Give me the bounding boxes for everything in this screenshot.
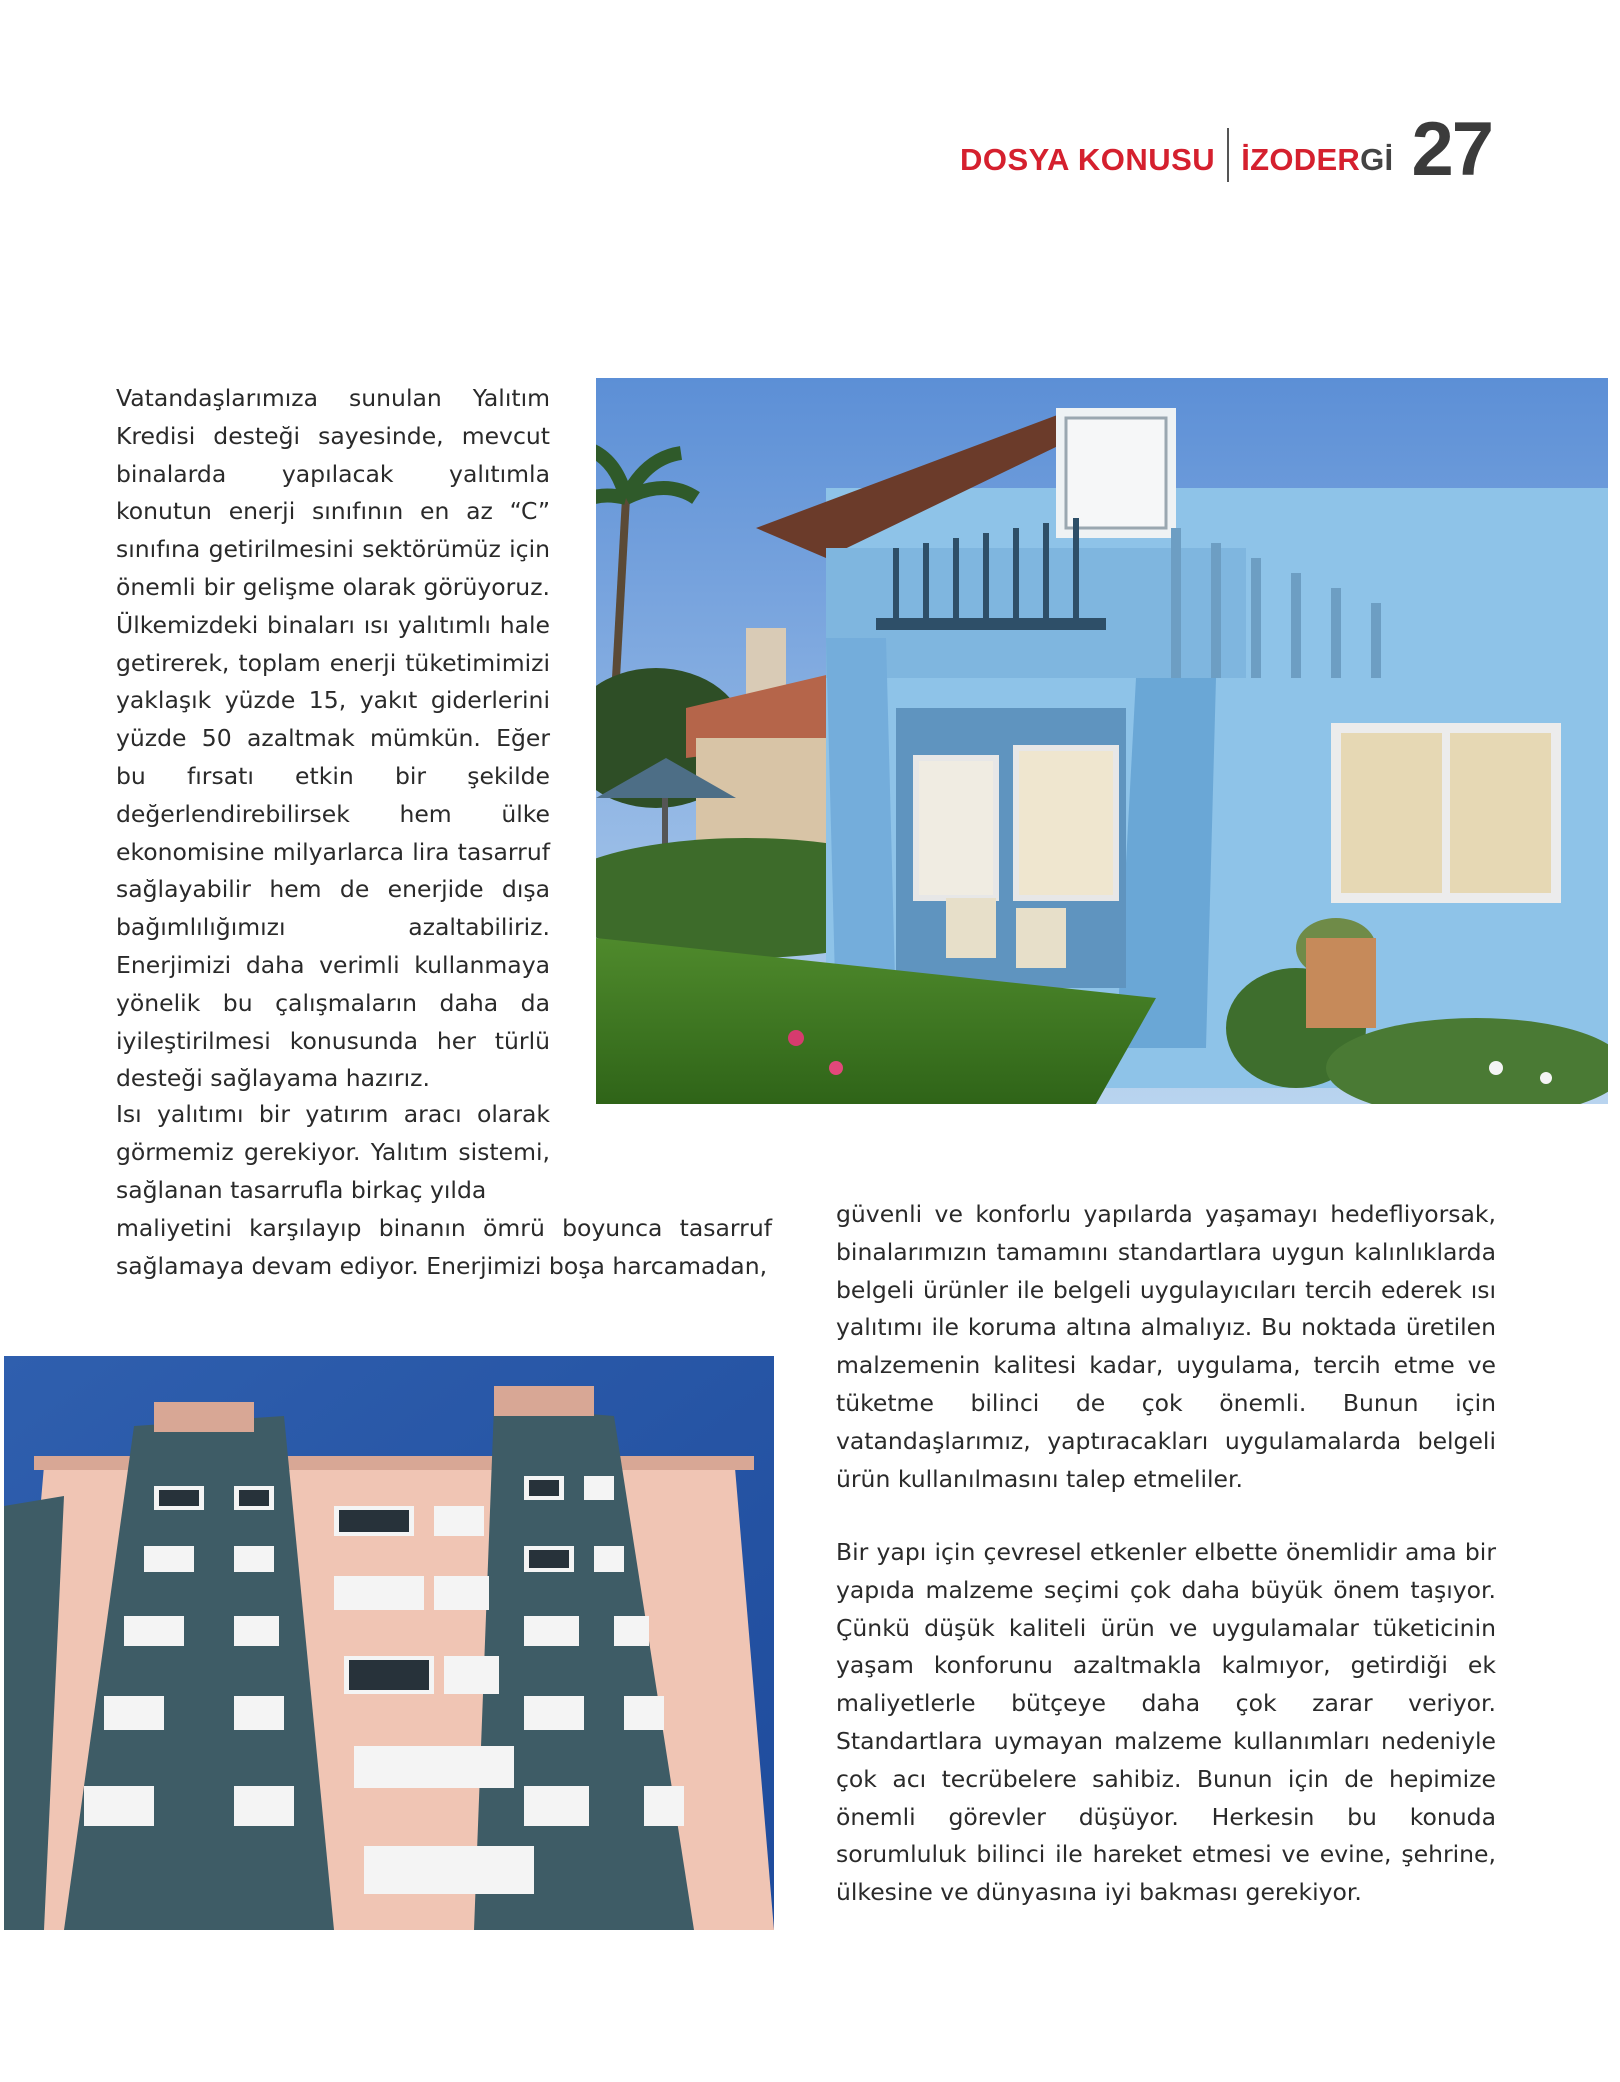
article-paragraph-3: güvenli ve konforlu yapılarda yaşamayı hedefliyorsak, binalarımızın tamamını standartlara uygun kalınlıklarda belgeli ürünler ile belgeli uygulayıcıları tercih ederek ısı yalıtımı ile koruma altına almalıyız. Bu noktada üretilen malzemenin kalitesi kadar, uygulama, tercih etme ve tüketme bilinci de çok önemli. Bunun için vatandaşlarımız, yaptıracakları uygulamalarda belgeli ürün kullanılmasını talep etmeliler. [836, 1200, 1496, 1493]
article-paragraph-2-start: Isı yalıtımı bir yatırım aracı olarak görmemiz gerekiyor. Yalıtım sistemi, sağlanan tasarrufla birkaç yılda [116, 1100, 550, 1204]
apartment-building-photo [4, 1356, 774, 1930]
page-number: 27 [1411, 107, 1492, 192]
header-divider [1227, 128, 1229, 182]
article-paragraph-4: Bir yapı için çevresel etkenler elbette önemlidir ama bir yapıda malzeme seçimi çok daha büyük önem taşıyor. Çünkü düşük kaliteli ürün ve uygulamalar tüketicinin yaşam konforunu azaltmakla kalmıyor, getirdiği ek maliyetlerle bütçeye daha çok zarar veriyor. Standartlara uymayan malzeme kullanımları nedeniyle çok acı tecrübelere sahibiz. Bunun için de hepimize önemli görevler düşüyor. Herkesin bu konuda sorumluluk bilinci ile hareket etmesi ve evine, şehrine, ülkesine ve dünyasına iyi bakması gerekiyor. [836, 1538, 1496, 1907]
building-illustration [4, 1356, 774, 1930]
house-illustration [596, 378, 1608, 1104]
page-header [960, 107, 1492, 192]
section-title: DOSYA KONUSU [960, 142, 1216, 177]
article-paragraph-1: Vatandaşlarımıza sunulan Yalıtım Kredisi desteği sayesinde, mevcut binalarda yapılacak yalıtımla konutun enerji sınıfının en az “C” sınıfına getirilmesini sektörümüz için önemli bir gelişme olarak görüyoruz. Ülkemizdeki binaları ısı yalıtımlı hale getirerek, toplam enerji tüketimimizi yaklaşık yüzde 15, yakıt giderlerini yüzde 50 azaltmak mümkün. Eğer bu fırsatı etkin bir şekilde değerlendirebilirsek hem ülke ekonomisine milyarlarca lira tasarruf sağlayabilir hem de enerjide dışa bağımlılığımızı azaltabiliriz. Enerjimizi daha verimli kullanmaya yönelik bu çalışmaların daha da iyileştirilmesi konusunda her türlü desteği sağlayama hazırız. [116, 384, 550, 1093]
magazine-logo-red: İZODER [1241, 142, 1361, 177]
house-photo [596, 378, 1608, 1104]
magazine-logo-dark: Gİ [1360, 142, 1394, 177]
article-paragraph-2-end: maliyetini karşılayıp binanın ömrü boyunca tasarruf sağlamaya devam ediyor. Enerjimizi boşa harcamadan, [116, 1214, 772, 1280]
magazine-logo [1241, 142, 1393, 178]
